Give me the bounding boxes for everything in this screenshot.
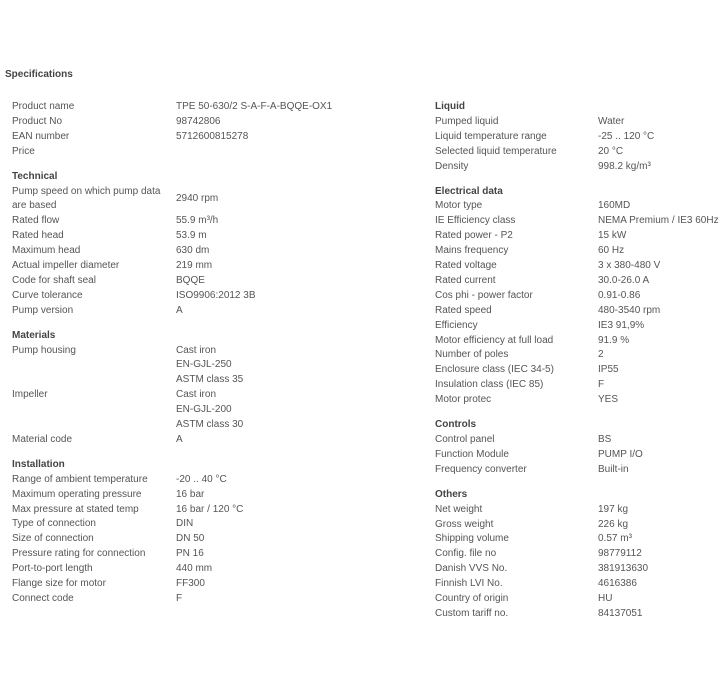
spec-label: Net weight	[435, 503, 483, 515]
spec-value: Cast iron	[176, 344, 217, 356]
spec-row-rated-voltage	[435, 259, 700, 274]
spec-values	[176, 488, 257, 503]
spec-section-technical	[12, 170, 257, 319]
spec-value: 480-3540 rpm	[598, 304, 661, 316]
spec-row-gross-weight	[435, 518, 700, 533]
spec-row-mains-frequency	[435, 244, 700, 259]
spec-label: Custom tariff no.	[435, 607, 509, 619]
spec-value: A	[176, 304, 183, 316]
spec-values	[598, 145, 700, 160]
spec-row-maximum-head	[12, 244, 257, 259]
spec-row-number-of-poles	[435, 348, 700, 363]
spec-value: 91.9 %	[598, 334, 630, 346]
spec-section-installation	[12, 458, 257, 607]
spec-values	[176, 304, 257, 319]
spec-row-shipping-volume	[435, 532, 700, 547]
spec-value: 2940 rpm	[176, 192, 219, 204]
spec-value: 3 x 380-480 V	[598, 260, 661, 272]
spec-value: EN-GJL-200	[176, 404, 232, 416]
spec-label: Motor efficiency at full load	[435, 334, 554, 346]
spec-values	[176, 547, 257, 562]
spec-label: Country of origin	[435, 593, 509, 605]
spec-values	[598, 229, 700, 244]
spec-values	[598, 259, 700, 274]
spec-value: Cast iron	[176, 389, 217, 401]
spec-label: Range of ambient temperature	[12, 473, 148, 485]
spec-value: 226 kg	[598, 518, 629, 530]
spec-label: Maximum head	[12, 245, 81, 257]
spec-label: Pumped liquid	[435, 115, 499, 127]
spec-value: A	[176, 433, 183, 445]
spec-values	[176, 214, 257, 229]
spec-value: 2	[598, 349, 604, 361]
spec-row-pressure-rating-for-connection	[12, 547, 257, 562]
spec-values	[176, 517, 257, 532]
spec-value: F	[176, 592, 183, 604]
spec-value: EN-GJL-250	[176, 359, 232, 371]
spec-value: 219 mm	[176, 260, 213, 272]
spec-row-country-of-origin	[435, 592, 700, 607]
spec-value: 16 bar / 120 °C	[176, 503, 244, 515]
spec-values	[176, 344, 257, 389]
spec-values	[598, 433, 700, 448]
spec-row-maximum-operating-pressure	[12, 488, 257, 503]
spec-values	[598, 363, 700, 378]
spec-values	[598, 518, 700, 533]
spec-value: BQQE	[176, 274, 205, 286]
spec-values	[598, 348, 700, 363]
spec-values	[176, 115, 257, 130]
spec-values	[598, 130, 700, 145]
spec-values	[176, 503, 257, 518]
spec-value: 4616386	[598, 578, 637, 590]
spec-label: Frequency converter	[435, 463, 527, 475]
spec-label: Number of poles	[435, 349, 509, 361]
spec-row-type-of-connection	[12, 517, 257, 532]
spec-label: Rated voltage	[435, 260, 497, 272]
spec-values	[176, 532, 257, 547]
spec-row-enclosure-class-iec-34-5	[435, 363, 700, 378]
spec-values	[598, 448, 700, 463]
spec-row-control-panel	[435, 433, 700, 448]
spec-values	[176, 244, 257, 259]
spec-label: Efficiency	[435, 319, 478, 331]
spec-values	[176, 562, 257, 577]
spec-label: Price	[12, 145, 35, 157]
spec-label: Product No	[12, 115, 63, 127]
spec-row-insulation-class-iec-85	[435, 378, 700, 393]
spec-values	[598, 199, 700, 214]
spec-row-curve-tolerance	[12, 289, 257, 304]
spec-value: 5712600815278	[176, 130, 249, 142]
spec-values	[598, 244, 700, 259]
section-title: Liquid	[435, 101, 465, 112]
spec-values	[176, 289, 257, 304]
spec-value: 30.0-26.0 A	[598, 274, 650, 286]
spec-value: PN 16	[176, 548, 204, 560]
spec-row-config-file-no	[435, 547, 700, 562]
spec-row-efficiency	[435, 319, 700, 334]
spec-value: F	[598, 379, 605, 391]
spec-label: Impeller	[12, 389, 48, 401]
spec-value: ASTM class 35	[176, 374, 244, 386]
spec-value: 84137051	[598, 607, 643, 619]
spec-row-flange-size-for-motor	[12, 577, 257, 592]
spec-values	[176, 592, 257, 607]
spec-row-rated-flow	[12, 214, 257, 229]
spec-row-pump-speed-on-which-pump-data-are-based	[12, 185, 257, 215]
spec-value: IE3 91,9%	[598, 319, 645, 331]
spec-label: Shipping volume	[435, 533, 509, 545]
spec-label: Maximum operating pressure	[12, 488, 142, 500]
spec-section-controls	[435, 418, 700, 478]
spec-label: Finnish LVI No.	[435, 578, 503, 590]
spec-row-product-no	[12, 115, 257, 130]
spec-label: Max pressure at stated temp	[12, 503, 139, 515]
spec-row-rated-head	[12, 229, 257, 244]
spec-label: Mains frequency	[435, 245, 509, 257]
spec-label: Rated current	[435, 274, 496, 286]
spec-value: Built-in	[598, 463, 629, 475]
spec-section-liquid	[435, 100, 700, 175]
spec-row-liquid-temperature-range	[435, 130, 700, 145]
spec-row-size-of-connection	[12, 532, 257, 547]
section-title: Others	[435, 488, 468, 500]
spec-values	[598, 334, 700, 349]
spec-value: 197 kg	[598, 503, 629, 515]
spec-label: Cos phi - power factor	[435, 289, 533, 301]
section-title: Technical	[12, 170, 58, 182]
spec-values	[598, 592, 700, 607]
spec-value: HU	[598, 593, 613, 605]
spec-label: Actual impeller diameter	[12, 260, 120, 272]
spec-row-selected-liquid-temperature	[435, 145, 700, 160]
spec-label: Pressure rating for connection	[12, 548, 146, 560]
spec-value: 60 Hz	[598, 245, 625, 257]
spec-value: FF300	[176, 578, 205, 590]
spec-value: ISO9906:2012 3B	[176, 289, 256, 301]
spec-values	[598, 577, 700, 592]
spec-row-max-pressure-at-stated-temp	[12, 503, 257, 518]
spec-value: 0.57 m³	[598, 533, 632, 545]
spec-value: TPE 50-630/2 S-A-F-A-BQQE-OX1	[176, 101, 333, 112]
spec-label: Motor protec	[435, 394, 492, 406]
spec-values	[176, 100, 332, 115]
right-spec-column	[435, 100, 719, 632]
spec-row-function-module	[435, 448, 700, 463]
spec-value: 98779112	[598, 548, 642, 560]
spec-value: Water	[598, 115, 625, 127]
spec-values	[176, 130, 257, 145]
spec-row-range-of-ambient-temperature	[12, 473, 257, 488]
spec-row-motor-protec	[435, 393, 700, 408]
spec-value: 53.9 m	[176, 230, 207, 242]
spec-label: Pump version	[12, 304, 74, 316]
spec-section-electrical-data	[435, 185, 719, 409]
spec-row-ie-efficiency-class	[435, 214, 719, 229]
spec-label: Density	[435, 160, 469, 172]
spec-values	[176, 229, 257, 244]
spec-label: Liquid temperature range	[435, 130, 547, 142]
spec-row-pump-housing	[12, 344, 257, 389]
spec-label: Control panel	[435, 433, 495, 445]
spec-value: 55.9 m³/h	[176, 215, 219, 227]
spec-row-rated-speed	[435, 304, 700, 319]
spec-value: 15 kW	[598, 230, 627, 242]
spec-values	[598, 378, 700, 393]
spec-section-others	[435, 488, 700, 622]
spec-values	[598, 607, 700, 622]
spec-values	[598, 214, 719, 229]
spec-value: 98742806	[176, 115, 221, 127]
spec-value: 160MD	[598, 200, 631, 212]
spec-values	[598, 115, 700, 130]
spec-row-pump-version	[12, 304, 257, 319]
spec-value: -20 .. 40 °C	[176, 473, 227, 485]
spec-section-materials	[12, 329, 257, 448]
page-title: Specifications	[5, 69, 73, 80]
spec-row-impeller	[12, 388, 257, 433]
spec-values	[176, 145, 257, 160]
spec-row-density	[435, 160, 700, 175]
spec-row-ean-number	[12, 130, 257, 145]
spec-label: Size of connection	[12, 533, 94, 545]
section-title: Materials	[12, 329, 56, 341]
spec-label: EAN number	[12, 130, 70, 142]
spec-values	[598, 532, 700, 547]
spec-value: BS	[598, 433, 612, 445]
spec-value: 440 mm	[176, 563, 213, 575]
spec-row-port-to-port-length	[12, 562, 257, 577]
spec-value: NEMA Premium / IE3 60Hz	[598, 215, 719, 227]
spec-values	[598, 503, 700, 518]
spec-label: Product name	[12, 101, 75, 112]
spec-row-price	[12, 145, 257, 160]
spec-values	[176, 577, 257, 592]
spec-label: Pump housing	[12, 344, 76, 356]
spec-row-frequency-converter	[435, 463, 700, 478]
spec-label: Danish VVS No.	[435, 563, 508, 575]
spec-value: 20 °C	[598, 145, 624, 157]
spec-row-custom-tariff-no	[435, 607, 700, 622]
spec-values	[598, 319, 700, 334]
spec-label: Rated flow	[12, 215, 60, 227]
section-title: Controls	[435, 419, 477, 431]
spec-values	[176, 185, 257, 207]
section-title: Electrical data	[435, 185, 503, 197]
spec-value: 0.91-0.86	[598, 289, 641, 301]
spec-row-motor-efficiency-at-full-load	[435, 334, 700, 349]
spec-label: Curve tolerance	[12, 289, 83, 301]
spec-values	[598, 562, 700, 577]
spec-values	[176, 433, 257, 448]
spec-values	[176, 473, 257, 488]
spec-values	[176, 388, 257, 433]
spec-value: YES	[598, 394, 619, 406]
spec-row-rated-current	[435, 274, 700, 289]
spec-value: -25 .. 120 °C	[598, 130, 655, 142]
spec-label: Enclosure class (IEC 34-5)	[435, 364, 554, 376]
spec-row-motor-type	[435, 199, 700, 214]
spec-values	[598, 160, 700, 175]
spec-label: Rated speed	[435, 304, 492, 316]
spec-value: ASTM class 30	[176, 419, 244, 431]
spec-values	[176, 259, 257, 274]
spec-label: Type of connection	[12, 518, 96, 530]
spec-value: IP55	[598, 364, 619, 376]
spec-row-material-code	[12, 433, 257, 448]
spec-row-product-name	[12, 100, 333, 115]
spec-row-pumped-liquid	[435, 115, 700, 130]
spec-label: Selected liquid temperature	[435, 145, 557, 157]
spec-label: IE Efficiency class	[435, 215, 516, 227]
spec-row-cos-phi-power-factor	[435, 289, 700, 304]
spec-label: Flange size for motor	[12, 578, 106, 590]
spec-value: PUMP I/O	[598, 448, 643, 460]
spec-label: Config. file no	[435, 548, 497, 560]
spec-row-net-weight	[435, 503, 700, 518]
spec-label: Code for shaft seal	[12, 274, 96, 286]
spec-values	[598, 547, 700, 562]
spec-value	[176, 145, 257, 160]
spec-values	[176, 274, 257, 289]
spec-row-connect-code	[12, 592, 257, 607]
spec-row-finnish-lvi-no	[435, 577, 700, 592]
spec-row-danish-vvs-no	[435, 562, 700, 577]
spec-label: Insulation class (IEC 85)	[435, 379, 544, 391]
spec-row-actual-impeller-diameter	[12, 259, 257, 274]
spec-values	[598, 289, 700, 304]
spec-section-product	[12, 100, 333, 160]
spec-value: 16 bar	[176, 488, 205, 500]
spec-label: Gross weight	[435, 518, 494, 530]
spec-label: Rated power - P2	[435, 230, 513, 242]
spec-label: Motor type	[435, 200, 483, 212]
spec-label: Rated head	[12, 230, 64, 242]
spec-value: DIN	[176, 518, 194, 530]
spec-value: 998.2 kg/m³	[598, 160, 651, 172]
spec-label: Material code	[12, 433, 73, 445]
spec-value: 381913630	[598, 563, 649, 575]
section-title: Installation	[12, 458, 65, 470]
spec-values	[598, 274, 700, 289]
spec-label: Port-to-port length	[12, 563, 93, 575]
spec-values	[598, 463, 700, 478]
spec-row-rated-power-p2	[435, 229, 700, 244]
spec-value: DN 50	[176, 533, 205, 545]
spec-value: 630 dm	[176, 245, 210, 257]
spec-label: Pump speed on which pump data are based	[12, 185, 161, 212]
spec-label: Connect code	[12, 592, 74, 604]
left-spec-column	[12, 100, 333, 617]
spec-values	[598, 393, 700, 408]
spec-row-code-for-shaft-seal	[12, 274, 257, 289]
spec-values	[598, 304, 700, 319]
spec-label: Function Module	[435, 448, 509, 460]
